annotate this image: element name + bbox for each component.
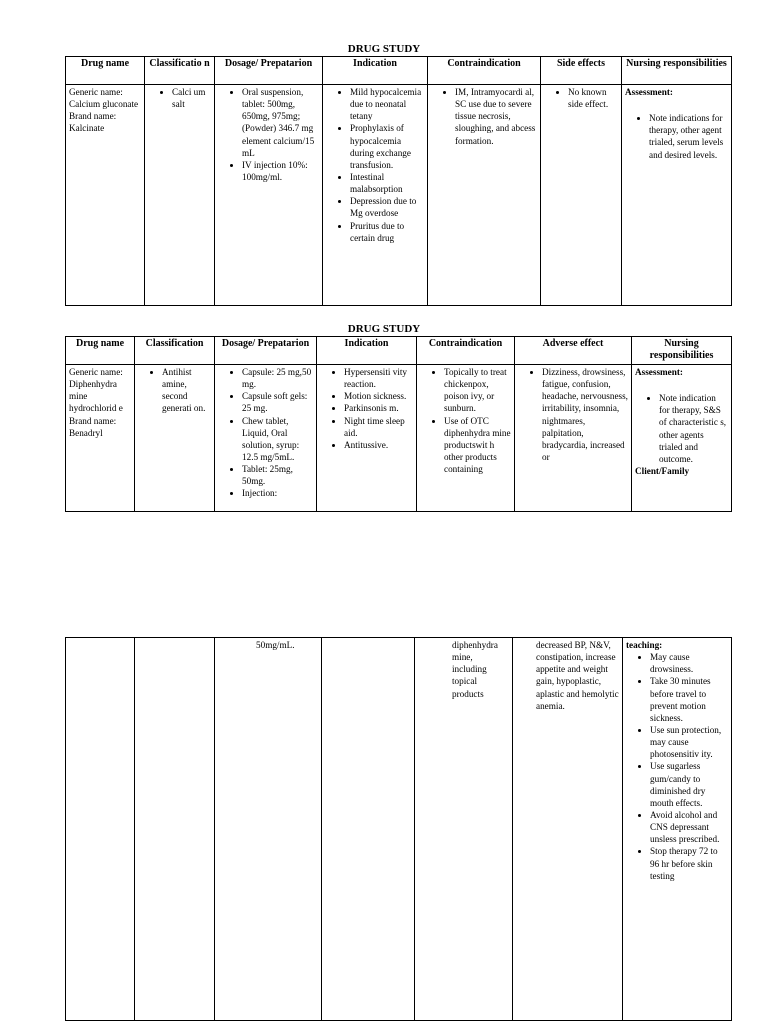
list-item: • IV injection 10%: 100mg/ml. (242, 159, 319, 183)
list-item: • Capsule: 25 mg,50 mg. (242, 366, 313, 390)
drug-study-title-2: DRUG STUDY (347, 323, 421, 335)
adverse-effect-cell (515, 365, 632, 512)
header-classification: Classificatio n (145, 57, 215, 85)
contraindication-continued: diphenhydra mine, including topical products (452, 640, 498, 699)
indication-cell (317, 365, 417, 512)
dosage-continued: 50mg/mL. (256, 640, 295, 650)
header-indication: Indication (323, 57, 428, 85)
classification-cell (145, 85, 215, 306)
list-item: • Tablet: 25mg, 50mg. (242, 463, 313, 487)
header-nursing: Nursing responsibilities (632, 337, 732, 365)
list-item: • Pruritus due to certain drug (350, 220, 424, 244)
list-item: • Hypersensiti vity reaction. (344, 366, 413, 390)
list-item: • Use of OTC diphenhydra mine productswit h other products containing (444, 415, 511, 476)
list-item: • Note indications for therapy, other agent trialed, serum levels and desired levels. (649, 112, 728, 161)
adverse-effect-continued: decreased BP, N&V, constipation, increase appetite and weight gain, hypoplastic, aplastic and hemolytic anemia. (536, 640, 619, 711)
list-item: • May cause drowsiness. (650, 651, 728, 675)
side-effects-cell (541, 85, 622, 306)
drug-name-cell (66, 365, 135, 512)
drug-study-table-continuation (65, 637, 732, 1021)
list-item: • Depression due to Mg overdose (350, 195, 424, 219)
list-item: • Prophylaxis of hypocalcemia during exchange transfusion. (350, 122, 424, 171)
brand-name: Brand name: Benadryl (69, 415, 117, 438)
table-header-row (66, 57, 732, 85)
drug-study-table-1 (65, 56, 732, 306)
indication-cell (323, 85, 428, 306)
drug-study-table-2 (65, 336, 732, 512)
header-nursing: Nursing responsibilities (622, 57, 732, 85)
list-item: • Oral suspension, tablet: 500mg, 650mg, 975mg; (Powder) 346.7 mg element calcium/15 mL (242, 86, 319, 159)
table-row (66, 85, 732, 306)
generic-name: Generic name: Calcium gluconate (69, 87, 139, 110)
nursing-section-label: Client/Family (635, 465, 690, 476)
list-item: • Antihist amine, second generati on. (162, 366, 211, 415)
classification-cell (135, 638, 215, 1021)
list-item: • Night time sleep aid. (344, 415, 413, 439)
dosage-cell (215, 365, 317, 512)
header-dosage: Dosage/ Prepatarion (215, 337, 317, 365)
nursing-section-label: teaching: (626, 640, 663, 650)
header-dosage: Dosage/ Prepatarion (215, 57, 323, 85)
header-contraindication: Contraindication (417, 337, 515, 365)
list-item: • Injection: (242, 487, 313, 499)
adverse-effect-cell (513, 638, 623, 1021)
list-item: • Stop therapy 72 to 96 hr before skin testing (650, 845, 728, 881)
nursing-section-label: Assessment: (625, 87, 673, 97)
nursing-cell (632, 365, 732, 512)
classification-cell (135, 365, 215, 512)
list-item: • Mild hypocalcemia due to neonatal tetany (350, 86, 424, 122)
list-item: • Motion sickness. (344, 390, 413, 402)
contraindication-cell (415, 638, 513, 1021)
list-item: • Avoid alcohol and CNS depressant unsless prescribed. (650, 809, 728, 845)
list-item: • Dizziness, drowsiness, fatigue, confusion, headache, nervousness, irritability, insomnia, nightmares, palpitation, bradycardia, increased or (542, 366, 628, 463)
header-classification: Classification (135, 337, 215, 365)
list-item: • Topically to treat chickenpox, poison ivy, or sunburn. (444, 366, 511, 415)
list-item: • IM, Intramyocardi al, SC use due to severe tissue necrosis, sloughing, and abcess formation. (455, 86, 537, 147)
header-contraindication: Contraindication (428, 57, 541, 85)
list-item: • Chew tablet, Liquid, Oral solution, syrup: 12.5 mg/5mL. (242, 415, 313, 464)
brand-name: Brand name: Kalcinate (69, 111, 117, 134)
table-header-row (66, 337, 732, 365)
drug-name-cell (66, 85, 145, 306)
table-row (66, 638, 732, 1021)
list-item: • Parkinsonis m. (344, 402, 413, 414)
list-item: • Capsule soft gels: 25 mg. (242, 390, 313, 414)
nursing-cell (622, 85, 732, 306)
list-item: • Intestinal malabsorption (350, 171, 424, 195)
drug-name-cell (66, 638, 135, 1021)
dosage-cell (215, 638, 322, 1021)
indication-cell (322, 638, 415, 1021)
header-indication: Indication (317, 337, 417, 365)
header-drug-name: Drug name (66, 337, 135, 365)
nursing-section-label: Assessment: (635, 367, 683, 377)
list-item: • Take 30 minutes before travel to prevent motion sickness. (650, 675, 728, 724)
header-adverse-effect: Adverse effect (515, 337, 632, 365)
list-item: • Use sugarless gum/candy to diminished dry mouth effects. (650, 760, 728, 809)
header-side-effects: Side effects (541, 57, 622, 85)
list-item: • No known side effect. (568, 86, 618, 110)
contraindication-cell (417, 365, 515, 512)
drug-study-title-1: DRUG STUDY (347, 43, 421, 55)
list-item: • Calci um salt (172, 86, 211, 110)
list-item: • Note indication for therapy, S&S of characteristic s, other agents trialed and outcome. (659, 392, 728, 465)
list-item: • Use sun protection, may cause photosensitiv ity. (650, 724, 728, 760)
table-row (66, 365, 732, 512)
header-drug-name: Drug name (66, 57, 145, 85)
generic-name: Generic name: Diphenhydra mine hydrochlorid e (69, 367, 123, 414)
nursing-cell (623, 638, 732, 1021)
list-item: • Antitussive. (344, 439, 413, 451)
dosage-cell (215, 85, 323, 306)
contraindication-cell (428, 85, 541, 306)
